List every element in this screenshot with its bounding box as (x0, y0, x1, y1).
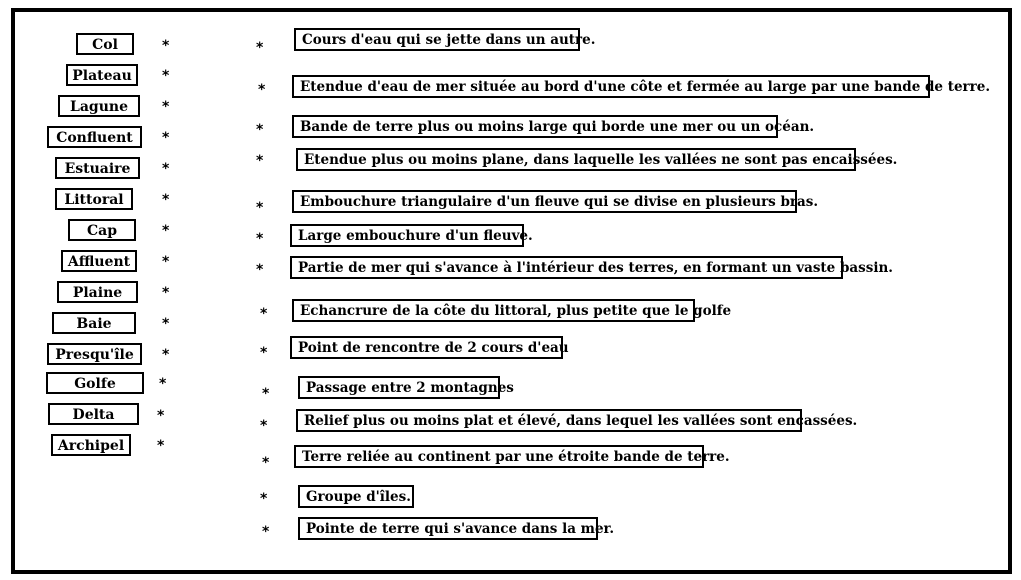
term-star-8[interactable]: * (162, 254, 170, 270)
term-star-3[interactable]: * (162, 99, 170, 115)
term-star-7[interactable]: * (162, 223, 170, 239)
term-confluent: Confluent (47, 126, 142, 148)
term-star-10[interactable]: * (162, 316, 170, 332)
term-col: Col (76, 33, 134, 55)
definition-10: Passage entre 2 montagnes (298, 376, 500, 399)
definition-star-1[interactable]: * (256, 40, 264, 56)
term-plaine: Plaine (57, 281, 138, 303)
term-estuaire: Estuaire (55, 157, 140, 179)
definition-star-14[interactable]: * (262, 524, 270, 540)
term-littoral: Littoral (55, 188, 133, 210)
term-plateau: Plateau (66, 64, 138, 86)
definition-star-9[interactable]: * (260, 345, 268, 361)
term-cap: Cap (68, 219, 136, 241)
definition-2: Etendue d'eau de mer située au bord d'une côte et fermée au large par une bande de terre. (292, 75, 930, 98)
definition-1: Cours d'eau qui se jette dans un autre. (294, 28, 580, 51)
term-golfe: Golfe (46, 372, 144, 394)
term-star-11[interactable]: * (162, 347, 170, 363)
definition-9: Point de rencontre de 2 cours d'eau (290, 336, 563, 359)
definition-13: Groupe d'îles. (298, 485, 414, 508)
definition-star-13[interactable]: * (260, 491, 268, 507)
term-star-4[interactable]: * (162, 130, 170, 146)
term-affluent: Affluent (61, 250, 137, 272)
term-star-2[interactable]: * (162, 68, 170, 84)
term-star-1[interactable]: * (162, 38, 170, 54)
definition-12: Terre reliée au continent par une étroite bande de terre. (294, 445, 704, 468)
term-baie: Baie (52, 312, 136, 334)
definition-star-12[interactable]: * (262, 455, 270, 471)
definition-5: Embouchure triangulaire d'un fleuve qui se divise en plusieurs bras. (292, 190, 797, 213)
term-archipel: Archipel (51, 434, 131, 456)
term-star-13[interactable]: * (157, 408, 165, 424)
definition-6: Large embouchure d'un fleuve. (290, 224, 524, 247)
definition-3: Bande de terre plus ou moins large qui borde une mer ou un océan. (292, 115, 778, 138)
term-star-14[interactable]: * (157, 438, 165, 454)
term-lagune: Lagune (58, 95, 140, 117)
definition-star-5[interactable]: * (256, 200, 264, 216)
definition-star-2[interactable]: * (258, 82, 266, 98)
definition-14: Pointe de terre qui s'avance dans la mer. (298, 517, 598, 540)
definition-4: Etendue plus ou moins plane, dans laquelle les vallées ne sont pas encaissées. (296, 148, 856, 171)
definition-star-3[interactable]: * (256, 122, 264, 138)
term-star-9[interactable]: * (162, 285, 170, 301)
definition-star-8[interactable]: * (260, 306, 268, 322)
term-star-6[interactable]: * (162, 192, 170, 208)
definition-star-11[interactable]: * (260, 418, 268, 434)
definition-star-7[interactable]: * (256, 262, 264, 278)
definition-star-10[interactable]: * (262, 386, 270, 402)
definition-star-4[interactable]: * (256, 153, 264, 169)
term-star-5[interactable]: * (162, 161, 170, 177)
definition-8: Echancrure de la côte du littoral, plus petite que le golfe (292, 299, 695, 322)
definition-star-6[interactable]: * (256, 231, 264, 247)
term-presquile: Presqu'île (47, 343, 142, 365)
definition-7: Partie de mer qui s'avance à l'intérieur des terres, en formant un vaste bassin. (290, 256, 843, 279)
definition-11: Relief plus ou moins plat et élevé, dans lequel les vallées sont encassées. (296, 409, 802, 432)
term-star-12[interactable]: * (159, 376, 167, 392)
term-delta: Delta (48, 403, 139, 425)
